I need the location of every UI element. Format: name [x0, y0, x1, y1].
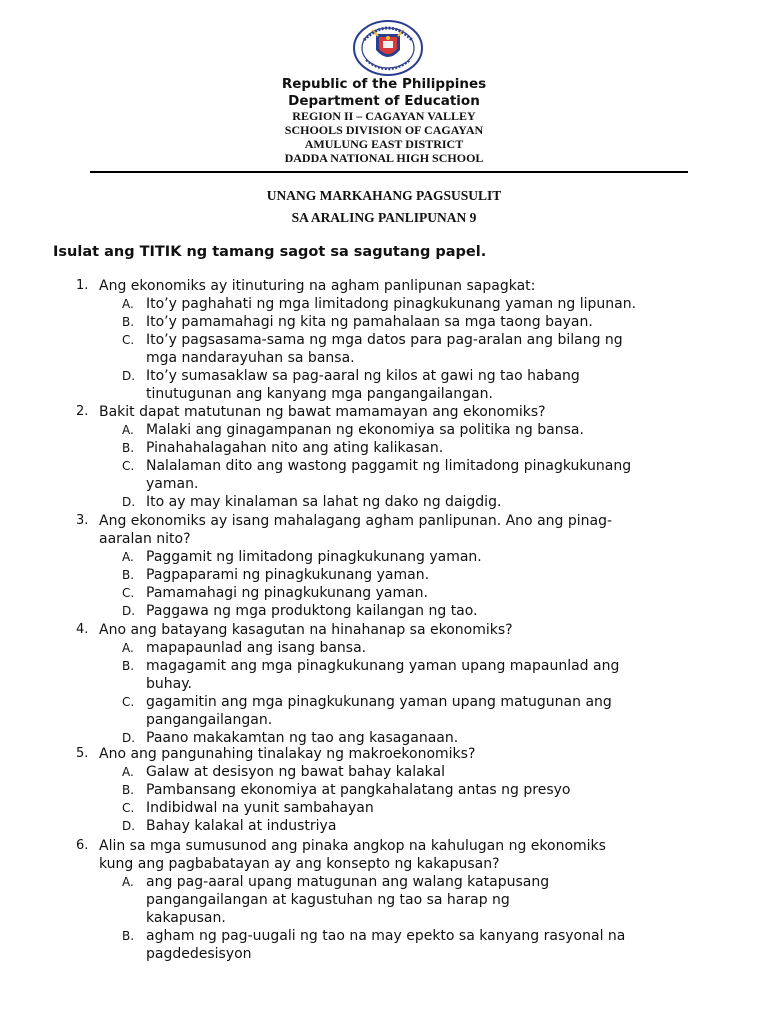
option-letter: A.	[122, 875, 134, 889]
option-text: buhay.	[146, 676, 192, 692]
option-letter: A.	[122, 297, 134, 311]
option-letter: B.	[122, 659, 135, 673]
question-text: Ang ekonomiks ay isang mahalagang agham panlipunan. Ano ang pinag-	[99, 513, 613, 529]
option-text: Ito’y pagsasama-sama ng mga datos para pag-aralan ang bilang ng	[146, 332, 623, 348]
option-text: yaman.	[146, 476, 199, 492]
option-text: Indibidwal na yunit sambahayan	[146, 800, 374, 816]
option-text: Pinahahalagahan nito ang ating kalikasan.	[146, 440, 444, 456]
option-letter: C.	[122, 586, 135, 600]
option-text: pangangailangan.	[146, 712, 273, 728]
option-text: mapapaunlad ang isang bansa.	[146, 640, 367, 656]
option-letter: A.	[122, 765, 134, 779]
option-letter: C.	[122, 695, 135, 709]
question-number: 5.	[76, 746, 89, 761]
question-number: 6.	[76, 838, 89, 853]
option-letter: B.	[122, 441, 135, 455]
question-number: 2.	[76, 404, 89, 419]
question-text: Ano ang batayang kasagutan na hinahanap sa ekonomiks?	[99, 622, 513, 638]
header-district: AMULUNG EAST DISTRICT	[304, 137, 464, 151]
option-text: Ito’y paghahati ng mga limitadong pinagkukunang yaman ng lipunan.	[146, 296, 637, 312]
option-letter: B.	[122, 315, 135, 329]
option-text: Ito ay may kinalaman sa lahat ng dako ng daigdig.	[146, 494, 502, 510]
option-letter: C.	[122, 801, 135, 815]
option-text: Pambansang ekonomiya at pangkahalatang antas ng presyo	[146, 782, 571, 798]
question-text: Alin sa mga sumusunod ang pinaka angkop na kahulugan ng ekonomiks	[99, 838, 606, 854]
option-text: Ito’y sumasaklaw sa pag-aaral ng kilos at gawi ng tao habang	[146, 368, 580, 384]
option-letter: B.	[122, 929, 135, 943]
question-number: 4.	[76, 622, 89, 637]
option-text: Malaki ang ginagampanan ng ekonomiya sa politika ng bansa.	[146, 422, 584, 438]
option-letter: A.	[122, 423, 134, 437]
question-text: Ano ang pangunahing tinalakay ng makroekonomiks?	[99, 746, 476, 762]
question-text: Ang ekonomiks ay itinuturing na agham panlipunan sapagkat:	[99, 278, 536, 294]
option-letter: C.	[122, 459, 135, 473]
option-letter: D.	[122, 731, 136, 745]
option-letter: D.	[122, 369, 136, 383]
option-text: Pamamahagi ng pinagkukunang yaman.	[146, 585, 428, 601]
header-division: SCHOOLS DIVISION OF CAGAYAN	[284, 123, 484, 137]
option-text: agham ng pag-uugali ng tao na may epekto sa kanyang rasyonal na	[146, 928, 626, 944]
exam-title: UNANG MARKAHANG PAGSUSULIT	[266, 188, 502, 203]
option-letter: D.	[122, 604, 136, 618]
header-republic: Republic of the Philippines	[281, 76, 487, 92]
option-text: pagdedesisyon	[146, 946, 252, 962]
option-text: Galaw at desisyon ng bawat bahay kalakal	[146, 764, 446, 780]
option-text: pangangailangan at kagustuhan ng tao sa harap ng	[146, 892, 510, 908]
header-divider	[90, 171, 688, 173]
header-department: Department of Education	[288, 93, 480, 109]
option-text: Paggamit ng limitadong pinagkukunang yaman.	[146, 549, 482, 565]
header-region: REGION II – CAGAYAN VALLEY	[292, 109, 476, 123]
option-letter: B.	[122, 568, 135, 582]
question-number: 1.	[76, 278, 89, 293]
option-text: gagamitin ang mga pinagkukunang yaman upang matugunan ang	[146, 694, 612, 710]
header-school: DADDA NATIONAL HIGH SCHOOL	[284, 151, 484, 165]
question-text: kung ang pagbabatayan ay ang konsepto ng kakapusan?	[99, 856, 500, 872]
option-letter: A.	[122, 550, 134, 564]
option-letter: B.	[122, 783, 135, 797]
question-text: aaralan nito?	[99, 531, 191, 547]
question-text: Bakit dapat matutunan ng bawat mamamayan ang ekonomiks?	[99, 404, 546, 420]
option-letter: D.	[122, 819, 136, 833]
option-text: Bahay kalakal at industriya	[146, 818, 337, 834]
deped-seal-icon	[352, 20, 424, 76]
option-text: Pagpaparami ng pinagkukunang yaman.	[146, 567, 430, 583]
option-letter: D.	[122, 495, 136, 509]
option-text: Paano makakamtan ng tao ang kasaganaan.	[146, 730, 459, 746]
option-text: Ito’y pamamahagi ng kita ng pamahalaan sa mga taong bayan.	[146, 314, 593, 330]
option-text: mga nandarayuhan sa bansa.	[146, 350, 355, 366]
option-text: kakapusan.	[146, 910, 226, 926]
option-text: magagamit ang mga pinagkukunang yaman upang mapaunlad ang	[146, 658, 620, 674]
option-letter: A.	[122, 641, 134, 655]
exam-subject: SA ARALING PANLIPUNAN 9	[291, 210, 477, 225]
option-letter: C.	[122, 333, 135, 347]
question-number: 3.	[76, 513, 89, 528]
exam-instruction: Isulat ang TITIK ng tamang sagot sa sagutang papel.	[53, 244, 487, 260]
option-text: tinutugunan ang kanyang mga pangangailangan.	[146, 386, 493, 402]
option-text: Paggawa ng mga produktong kailangan ng tao.	[146, 603, 478, 619]
option-text: Nalalaman dito ang wastong paggamit ng limitadong pinagkukunang	[146, 458, 632, 474]
option-text: ang pag-aaral upang matugunan ang walang katapusang	[146, 874, 550, 890]
